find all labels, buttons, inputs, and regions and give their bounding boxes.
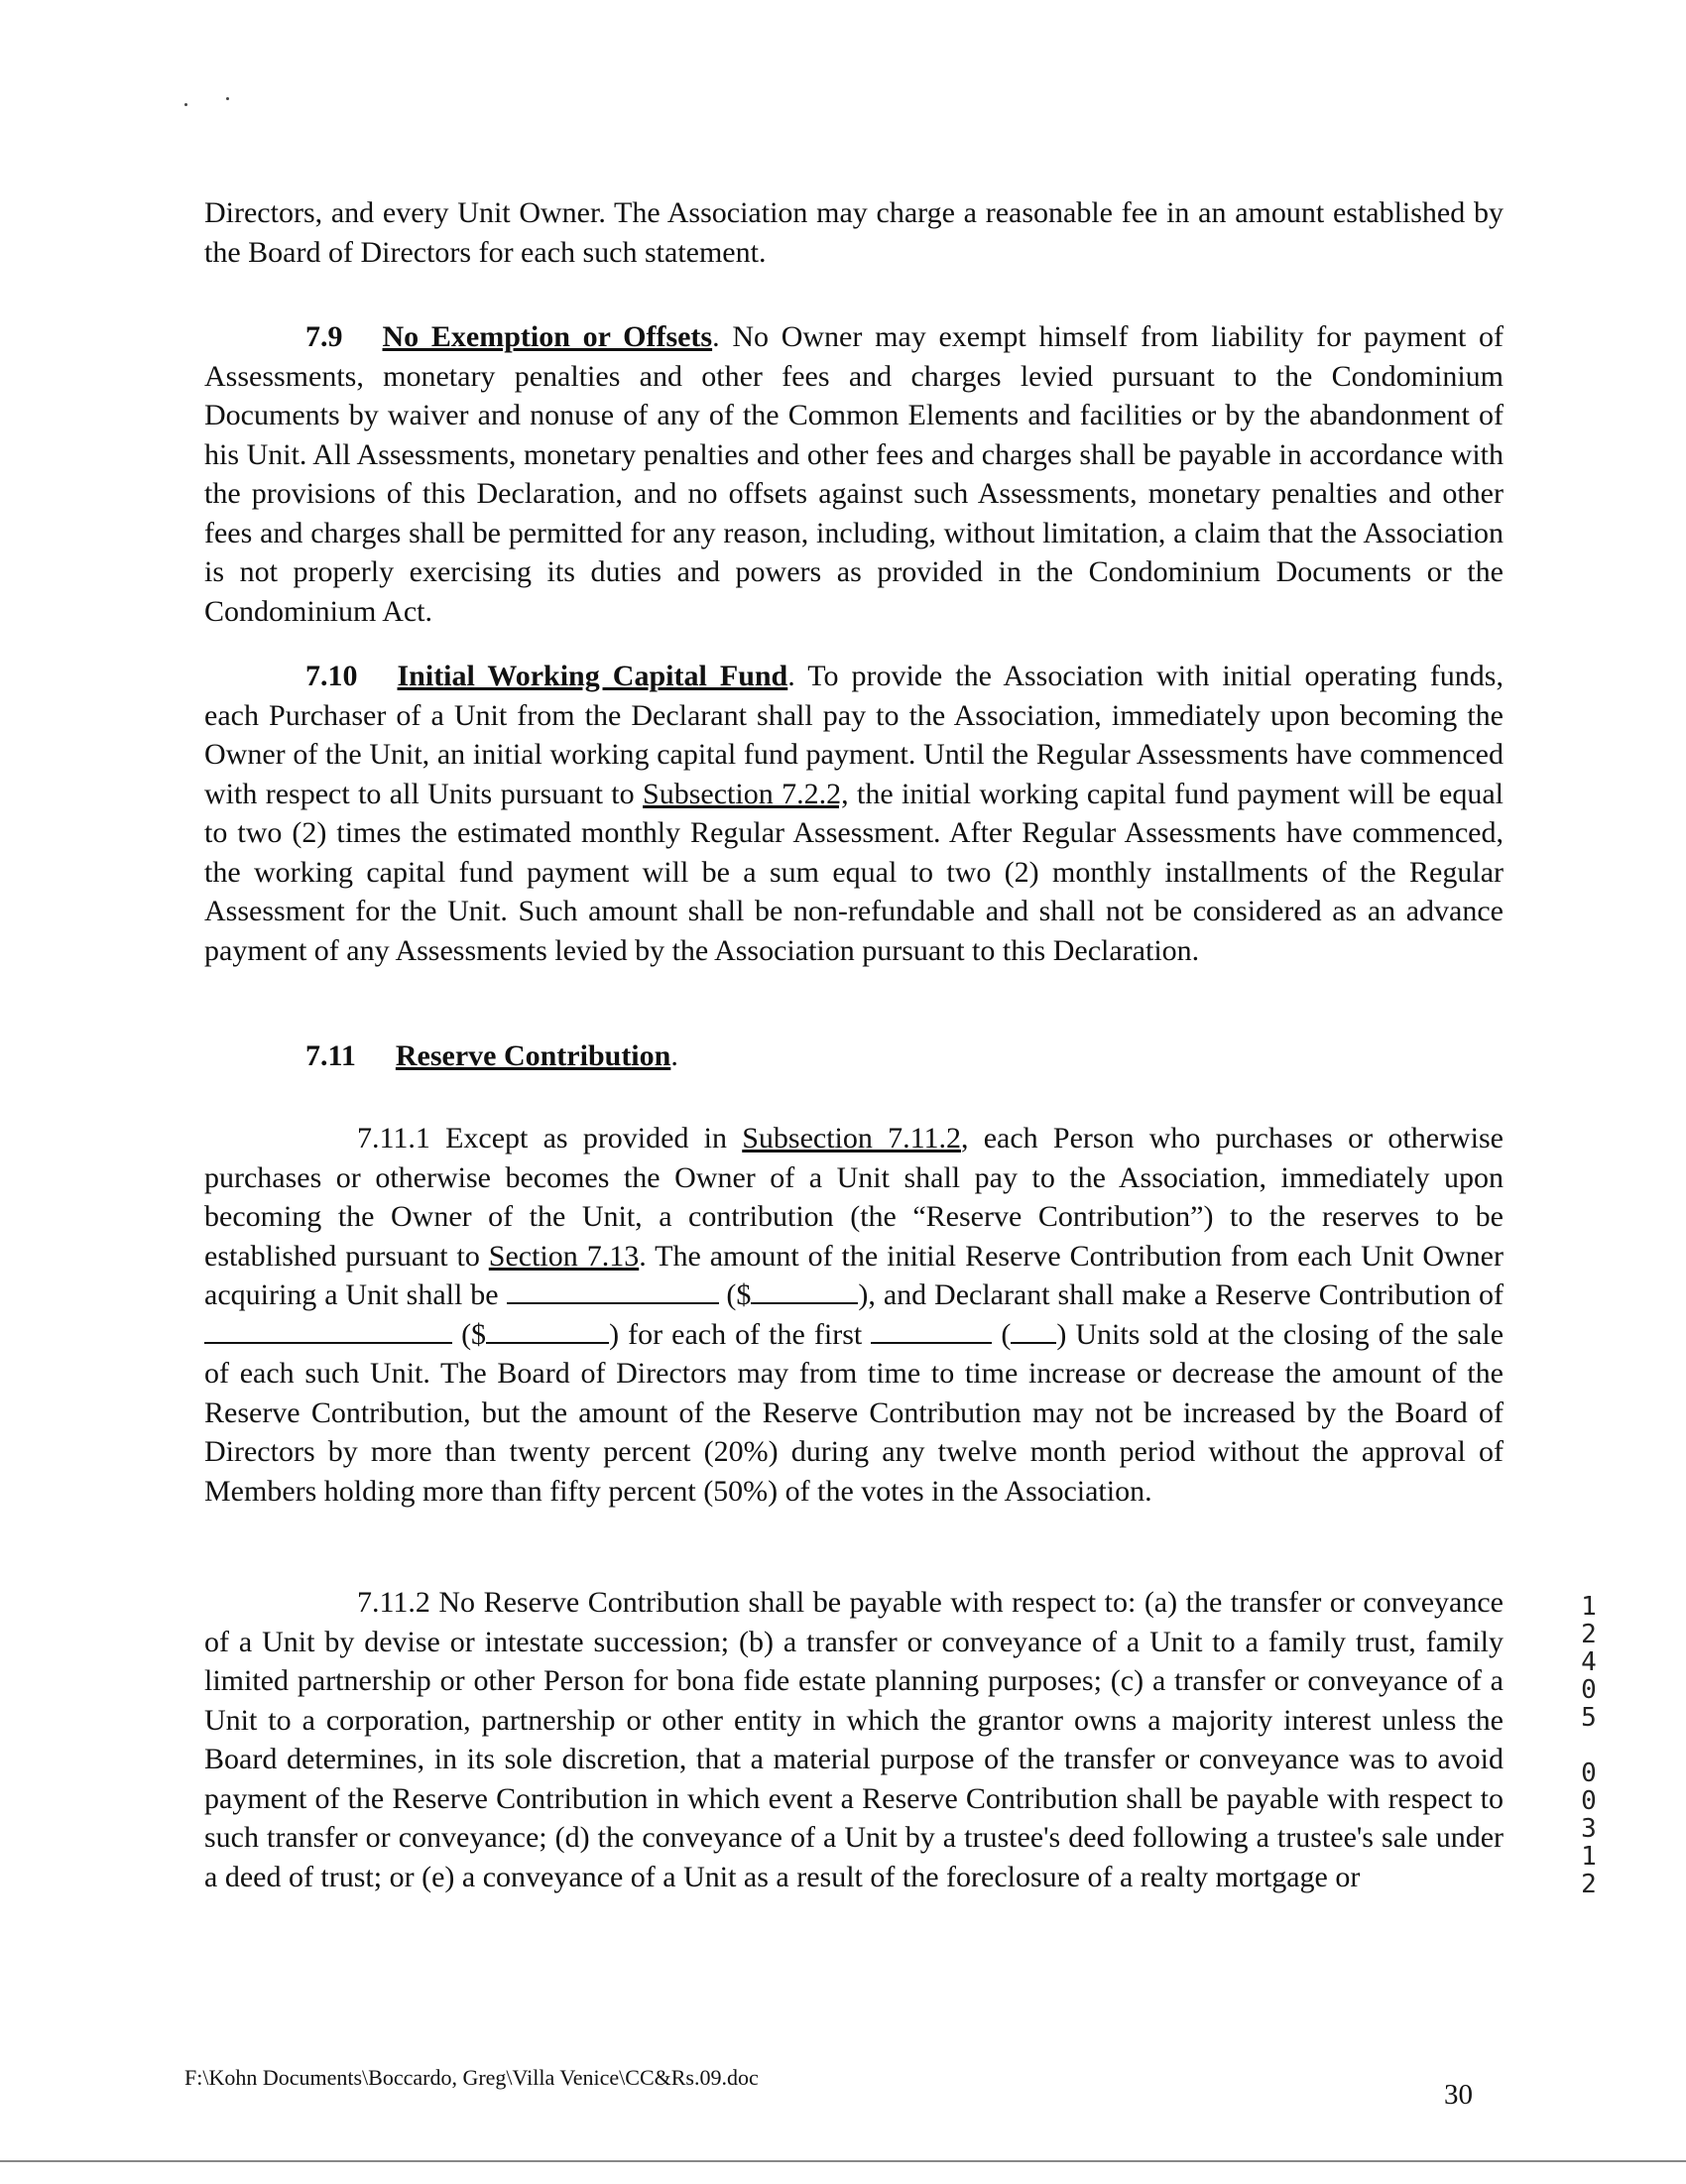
blank-field: [751, 1278, 858, 1304]
blank-field: [486, 1318, 609, 1344]
section-body: . To provide the Association with initial operating funds, each Purchaser of a Unit from the Declarant shall pay to the Association, immediately upon becoming the Owner of the Unit, an initial working capital fund payment. Until the Regular Assessments have commenced with respect to all Units pursuant to: [204, 660, 1504, 810]
section-7-9: [204, 317, 1504, 631]
section-heading: No Exemption or Offsets: [382, 320, 713, 353]
blank-field: [1011, 1318, 1056, 1344]
scan-edge-line: [0, 2160, 1686, 2162]
section-heading: Reserve Contribution: [395, 1039, 671, 1072]
page-number: 30: [1444, 2079, 1473, 2111]
footer-file-path: F:\Kohn Documents\Boccardo, Greg\Villa Venice\CC&Rs.09.doc: [184, 2065, 759, 2090]
subsection-7-11-2: 7.11.2 No Reserve Contribution shall be payable with respect to: (a) the transfer or conveyance of a Unit by devise or intestate succession; (b) a transfer or conveyance of a Unit to a family trust, family limited partnership or other Person for bona fide estate planning purposes; (c) a transfer or conveyance of a Unit to a corporation, partnership or other entity in which the grantor owns a majority interest unless the Board determines, in its sole discretion, that a material purpose of the transfer or conveyance was to avoid payment of the Reserve Contribution in which event a Reserve Contribution shall be payable with respect to such transfer or conveyance; (d) the conveyance of a Unit by a trustee's deed following a trustee's sale under a deed of trust; or (e) a conveyance of a Unit as a result of the foreclosure of a realty mortgage or: [204, 1586, 1504, 1893]
cross-reference: Subsection 7.11.2: [742, 1122, 961, 1154]
section-number: 7.11: [305, 1039, 356, 1072]
section-7-10: [204, 657, 1504, 970]
section-7-11-heading: 7.11 Reserve Contribution.: [305, 1039, 678, 1072]
section-heading: Initial Working Capital Fund: [397, 660, 788, 692]
section-number: 7.10: [305, 660, 358, 692]
cross-reference: Subsection 7.2.2,: [643, 777, 849, 810]
blank-field: [204, 1318, 452, 1344]
section-body: . No Owner may exempt himself from liability for payment of Assessments, monetary penalties and other fees and charges levied pursuant to the Condominium Documents by waiver and nonuse of any of the Common Elements and facilities or by the abandonment of his Unit. All Assessments, monetary penalties and other fees and charges shall be payable in accordance with the provisions of this Declaration, and no offsets against such Assessments, monetary penalties and other fees and charges shall be permitted for any reason, including, without limitation, a claim that the Association is not properly exercising its duties and powers as provided in the Condominium Documents or the Condominium Act.: [204, 320, 1504, 628]
scan-speck: [226, 97, 229, 100]
paragraph-continuation: Directors, and every Unit Owner. The Association may charge a reasonable fee in an amount established by the Board of Directors for each such statement.: [204, 196, 1504, 269]
blank-field: [871, 1318, 992, 1344]
blank-field: [507, 1278, 719, 1304]
scan-speck: [184, 103, 187, 106]
recording-stamp-number: 1 2 4 0 5 0 0 3 1 2: [1581, 1592, 1597, 1899]
cross-reference: Section 7.13: [488, 1239, 640, 1273]
subsection-7-11-1: 7.11.1 Except as provided in Subsection 7.11.2, each Person who purchases or otherwise purchases or otherwise becomes the Owner of a Unit shall pay to the Association, immediately upon becoming the Owner of the Unit, a contribution (the “Reserve Contribution”) to the reserves to be established pursuant to Section 7.13. The amount of the initial Reserve Contribution from each Unit Owner acquiring a Unit shall be ($ ), and Declarant shall make a Reserve Contribution of ($ ) for each of the first ( ) Units sold at the closing of the sale of each such Unit. The Board of Directors may from time to time increase or decrease the amount of the Reserve Contribution, but the amount of the Reserve Contribution may not be increased by the Board of Directors by more than twenty percent (20%) during any twelve month period without the approval of Members holding more than fifty percent (50%) of the votes in the Association.: [204, 1122, 1505, 1508]
section-body: the initial working capital fund payment will be equal to two (2) times the estimated monthly Regular Assessment. After Regular Assessments have commenced, the working capital fund payment will be a sum equal to two (2) monthly installments of the Regular Assessment for the Unit. Such amount shall be non-refundable and shall not be considered as an advance payment of any Assessments levied by the Association pursuant to this Declaration.: [204, 777, 1504, 967]
section-number: 7.9: [305, 320, 343, 353]
